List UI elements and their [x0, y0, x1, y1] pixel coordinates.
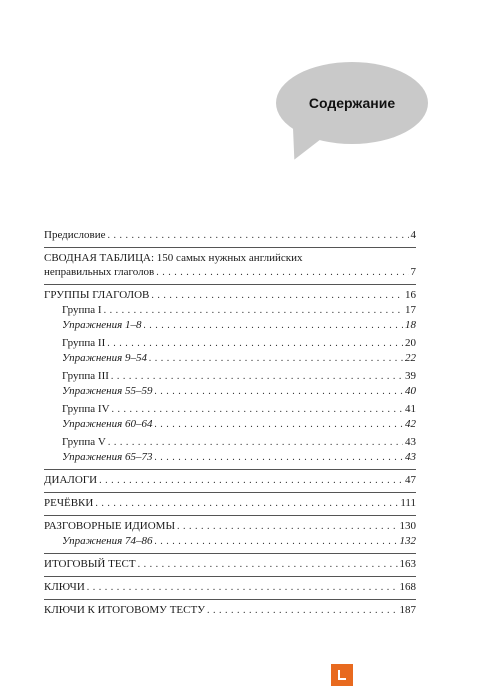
dot-leader	[156, 265, 408, 280]
dot-leader	[111, 369, 403, 384]
divider	[44, 576, 416, 577]
toc-entry-exercises-2[interactable]	[44, 351, 416, 366]
toc-page: 22	[405, 352, 416, 364]
toc-page: 168	[399, 581, 416, 593]
divider	[44, 469, 416, 470]
divider	[44, 553, 416, 554]
dot-leader	[155, 417, 404, 432]
toc-entry-group-4[interactable]	[44, 402, 416, 417]
toc-entry-exercises-4[interactable]	[44, 417, 416, 432]
toc-label-continued: неправильных глаголов	[44, 266, 155, 278]
table-of-contents	[44, 228, 416, 618]
toc-label: РЕЧЁВКИ	[44, 497, 94, 509]
toc-label: Группа V	[62, 436, 106, 448]
toc-label: Упражнения 60–64	[62, 418, 153, 430]
toc-entry-group-1[interactable]	[44, 303, 416, 318]
toc-label: Упражнения 74–86	[62, 535, 153, 547]
dot-leader	[95, 496, 398, 511]
toc-page: 47	[405, 474, 416, 486]
toc-entry-exercises-3[interactable]	[44, 384, 416, 399]
toc-label: КЛЮЧИ К ИТОГОВОМУ ТЕСТУ	[44, 604, 205, 616]
toc-page: 42	[405, 418, 416, 430]
toc-page: 4	[410, 229, 416, 241]
toc-label: Упражнения 65–73	[62, 451, 153, 463]
toc-entry-group-3[interactable]	[44, 369, 416, 384]
toc-label: ИТОГОВЫЙ ТЕСТ	[44, 558, 136, 570]
toc-page: 43	[405, 436, 416, 448]
litres-logo-icon	[331, 664, 353, 686]
toc-entry-group-5[interactable]	[44, 435, 416, 450]
toc-entry-preface[interactable]	[44, 228, 416, 243]
dot-leader	[104, 303, 403, 318]
dot-leader	[155, 534, 398, 549]
divider	[44, 515, 416, 516]
divider	[44, 492, 416, 493]
toc-label: Упражнения 9–54	[62, 352, 147, 364]
toc-page: 18	[405, 319, 416, 331]
divider	[44, 284, 416, 285]
toc-entry-exercises-1[interactable]	[44, 318, 416, 333]
toc-page: 17	[405, 304, 416, 316]
dot-leader	[207, 603, 398, 618]
toc-page: 7	[410, 266, 416, 278]
toc-entry-dialogs[interactable]	[44, 473, 416, 488]
toc-page: 16	[405, 289, 416, 301]
toc-page: 41	[405, 403, 416, 415]
toc-label: Группа I	[62, 304, 102, 316]
toc-entry-keys[interactable]	[44, 580, 416, 595]
toc-page: 39	[405, 370, 416, 382]
toc-label: РАЗГОВОРНЫЕ ИДИОМЫ	[44, 520, 176, 532]
toc-label: СВОДНАЯ ТАБЛИЦА: 150 самых нужных английских	[44, 252, 303, 264]
toc-label: Предисловие	[44, 229, 106, 241]
toc-entry-idioms[interactable]	[44, 519, 416, 534]
dot-leader	[138, 557, 398, 572]
toc-page: 132	[399, 535, 416, 547]
dot-leader	[155, 450, 404, 465]
toc-page: 111	[400, 497, 416, 509]
toc-entry-rhymes[interactable]	[44, 496, 416, 511]
toc-page: 187	[399, 604, 416, 616]
toc-label: ГРУППЫ ГЛАГОЛОВ	[44, 289, 150, 301]
page-title: Содержание	[308, 95, 396, 111]
toc-label: Упражнения 1–8	[62, 319, 142, 331]
toc-label: КЛЮЧИ	[44, 581, 85, 593]
divider	[44, 599, 416, 600]
toc-page: 40	[405, 385, 416, 397]
dot-leader	[87, 580, 398, 595]
toc-page: 130	[399, 520, 416, 532]
toc-entry-final-test[interactable]	[44, 557, 416, 572]
toc-label: Упражнения 55–59	[62, 385, 153, 397]
dot-leader	[149, 351, 403, 366]
divider	[44, 247, 416, 248]
toc-page: 163	[399, 558, 416, 570]
toc-label: Группа IV	[62, 403, 110, 415]
toc-entry-summary[interactable]	[44, 251, 416, 280]
toc-label: ДИАЛОГИ	[44, 474, 98, 486]
toc-entry-group-2[interactable]	[44, 336, 416, 351]
dot-leader	[108, 435, 403, 450]
toc-label: Группа II	[62, 337, 106, 349]
dot-leader	[99, 473, 403, 488]
toc-page: 20	[405, 337, 416, 349]
dot-leader	[112, 402, 403, 417]
dot-leader	[151, 288, 403, 303]
toc-page: 43	[405, 451, 416, 463]
dot-leader	[155, 384, 404, 399]
dot-leader	[144, 318, 404, 333]
dot-leader	[107, 336, 403, 351]
toc-entry-groups[interactable]	[44, 288, 416, 303]
toc-entry-keys-test[interactable]	[44, 603, 416, 618]
dot-leader	[108, 228, 409, 243]
toc-label: Группа III	[62, 370, 109, 382]
toc-entry-idioms-exercises[interactable]	[44, 534, 416, 549]
toc-entry-exercises-5[interactable]	[44, 450, 416, 465]
dot-leader	[177, 519, 397, 534]
